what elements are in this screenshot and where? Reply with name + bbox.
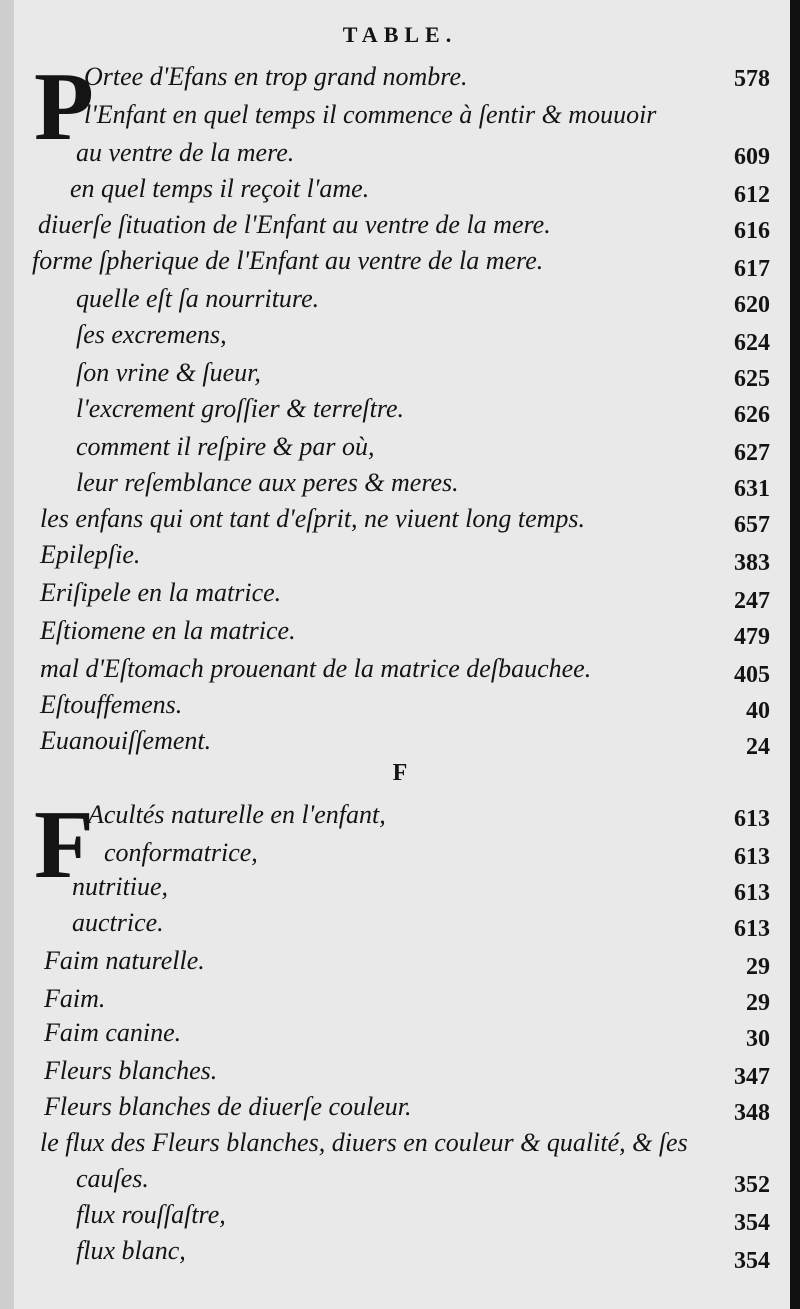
index-entry: les enfans qui ont tant d'eſprit, ne viuent long temps. <box>40 504 585 533</box>
index-page-number: 247 <box>734 588 770 614</box>
index-entry: flux blanc, <box>76 1236 186 1265</box>
index-entry: flux rouſſaſtre, <box>76 1200 226 1229</box>
index-page-number: 578 <box>734 66 770 92</box>
dropcap-f: F <box>34 791 94 899</box>
index-page-number: 617 <box>734 256 770 282</box>
index-entry: forme ſpherique de l'Enfant au ventre de la mere. <box>32 246 544 275</box>
index-entry: comment il reſpire & par où, <box>76 432 375 461</box>
index-page-number: 40 <box>746 698 770 724</box>
index-entry: Eriſipele en la matrice. <box>40 578 282 607</box>
index-entry: mal d'Eſtomach prouenant de la matrice deſbauchee. <box>40 654 592 683</box>
index-page-number: 657 <box>734 512 770 538</box>
index-page-number: 383 <box>734 550 770 576</box>
index-page-number: 354 <box>734 1248 770 1274</box>
page-left-edge <box>0 0 14 1309</box>
index-page-number: 29 <box>746 954 770 980</box>
index-entry: l'excrement groſſier & terreſtre. <box>76 394 405 423</box>
page-header: TABLE. <box>342 22 458 47</box>
index-entry: au ventre de la mere. <box>76 138 295 167</box>
index-page-number: 627 <box>734 440 770 466</box>
index-entry: Faim canine. <box>44 1018 182 1047</box>
index-entry: conformatrice, <box>104 838 258 867</box>
index-entry: le flux des Fleurs blanches, diuers en couleur & qualité, & ſes <box>40 1128 688 1157</box>
index-entry: nutritiue, <box>72 872 169 901</box>
dropcap-p: P <box>34 53 94 161</box>
index-page-number: 24 <box>746 734 770 760</box>
index-page-number: 616 <box>734 218 770 244</box>
index-page-number: 609 <box>734 144 770 170</box>
index-page-number: 352 <box>734 1172 770 1198</box>
index-page-number: 624 <box>734 330 770 356</box>
index-page-number: 30 <box>746 1026 770 1052</box>
index-page-number: 479 <box>734 624 770 650</box>
index-entry: Ortee d'Efans en trop grand nombre. <box>84 62 468 91</box>
index-entry: Eſtiomene en la matrice. <box>40 616 296 645</box>
index-entry: Fleurs blanches. <box>44 1056 218 1085</box>
index-entry: Faim naturelle. <box>44 946 205 975</box>
index-page-number: 612 <box>734 182 770 208</box>
index-entry: en quel temps il reçoit l'ame. <box>70 174 370 203</box>
index-entry: quelle eſt ſa nourriture. <box>76 284 320 313</box>
index-page-number: 347 <box>734 1064 770 1090</box>
index-entry: diuerſe ſituation de l'Enfant au ventre de la mere. <box>38 210 551 239</box>
index-entry: Faim. <box>44 984 106 1013</box>
index-entry: ſon vrine & ſueur, <box>76 358 261 387</box>
index-entry: Epilepſie. <box>40 540 141 569</box>
index-page-number: 613 <box>734 806 770 832</box>
index-page-number: 626 <box>734 402 770 428</box>
page-right-edge <box>790 0 800 1309</box>
index-page-number: 354 <box>734 1210 770 1236</box>
index-entry: Eſtouffemens. <box>40 690 183 719</box>
index-page-number: 29 <box>746 990 770 1016</box>
index-entry: ſes excremens, <box>76 320 227 349</box>
index-entry: Fleurs blanches de diuerſe couleur. <box>44 1092 412 1121</box>
index-entry: Euanouiſſement. <box>40 726 212 755</box>
index-page-number: 631 <box>734 476 770 502</box>
index-page-number: 348 <box>734 1100 770 1126</box>
index-entry: leur reſemblance aux peres & meres. <box>76 468 459 497</box>
index-entry: auctrice. <box>72 908 164 937</box>
index-page-number: 620 <box>734 292 770 318</box>
index-page-number: 613 <box>734 880 770 906</box>
section-letter: F <box>392 760 408 786</box>
index-page-number: 613 <box>734 916 770 942</box>
index-page-number: 405 <box>734 662 770 688</box>
index-entry: cauſes. <box>76 1164 149 1193</box>
index-page-number: 625 <box>734 366 770 392</box>
index-page-number: 613 <box>734 844 770 870</box>
index-entry: l'Enfant en quel temps il commence à ſentir & mouuoir <box>84 100 657 129</box>
index-entry: Acultés naturelle en l'enfant, <box>88 800 386 829</box>
